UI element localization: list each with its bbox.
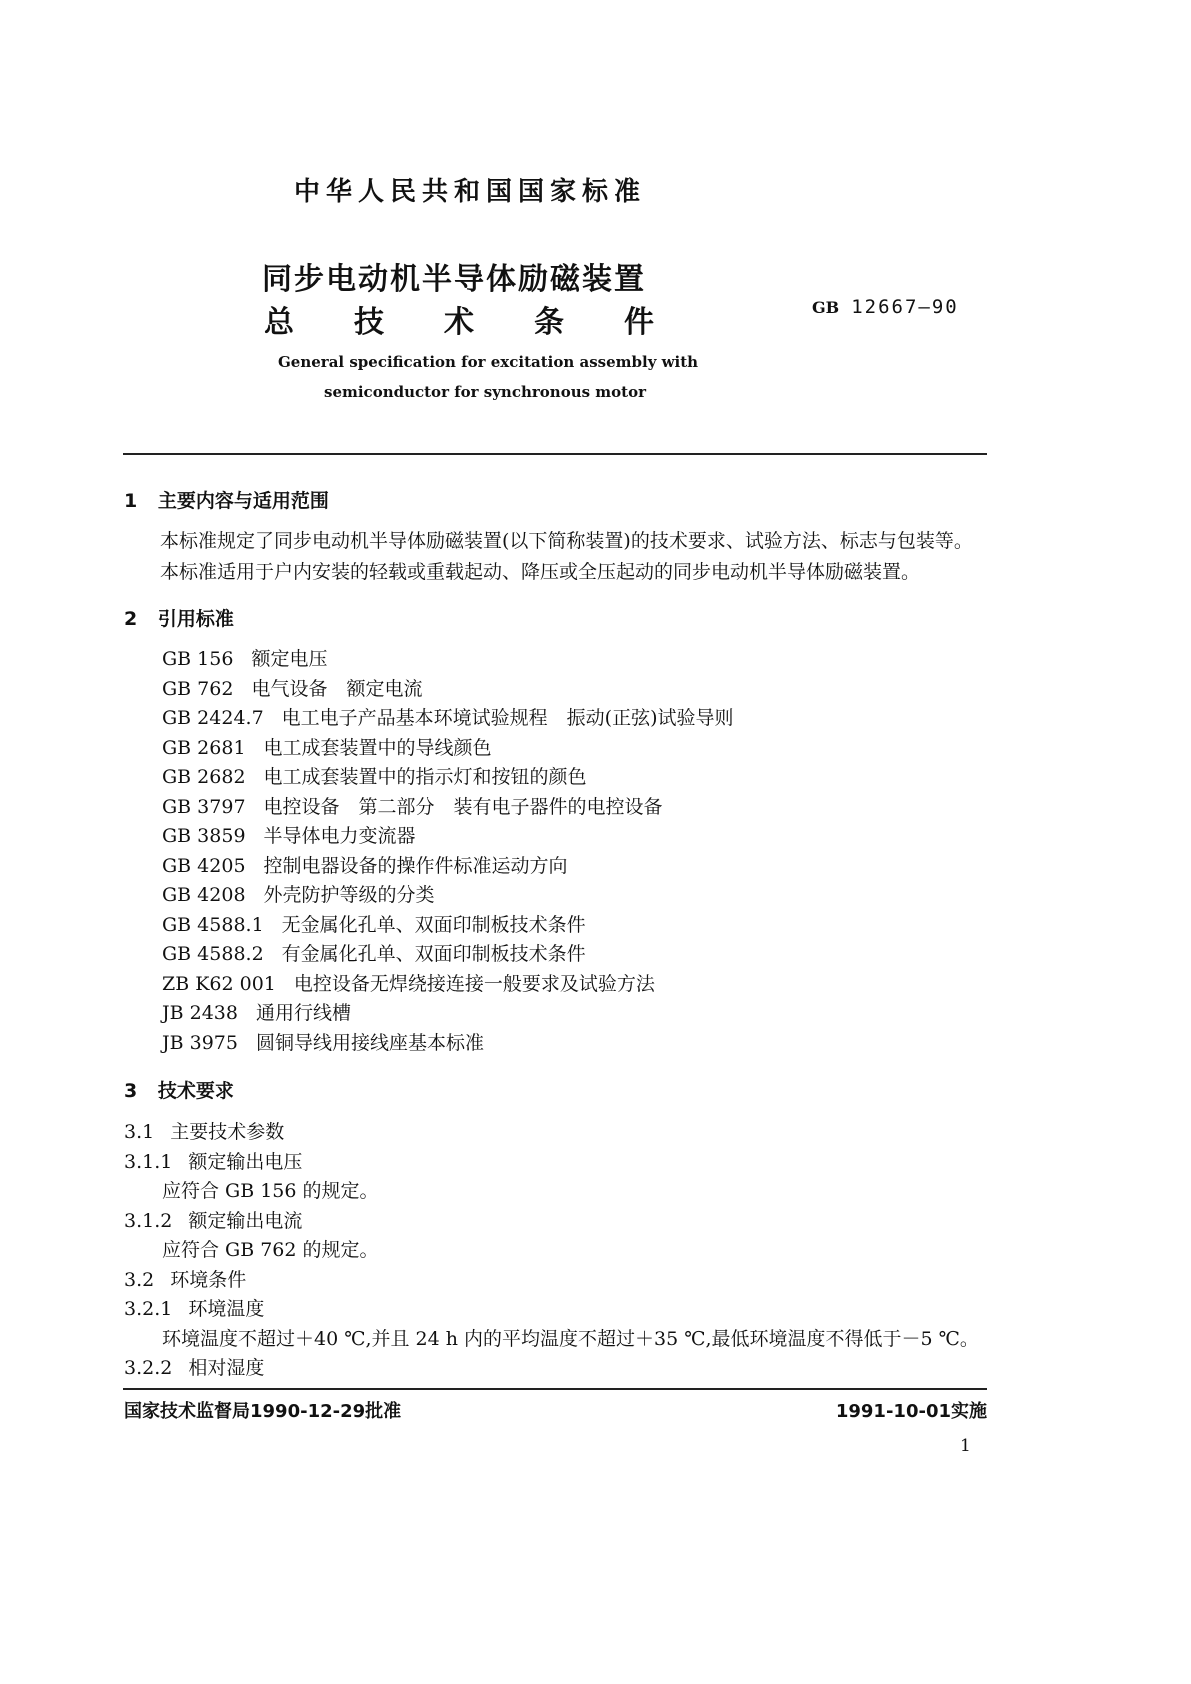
effective-date: 1991-10-01实施 (835, 1401, 987, 1422)
section-1-heading (124, 486, 329, 513)
english-title-line2: semiconductor for synchronous motor (324, 383, 646, 401)
reference-code: JB 2438 (162, 1002, 238, 1024)
title-char: 条 (534, 305, 564, 340)
section-title: 技术要求 (157, 1080, 234, 1102)
page-number: 1 (960, 1436, 971, 1456)
paragraph: 环境温度不超过＋40 ℃,并且 24 h 内的平均温度不超过＋35 ℃,最低环境温度不得低于－5 ℃。 (162, 1328, 979, 1350)
subsection-3-2-2 (124, 1356, 264, 1380)
reference-title: 控制电器设备的操作件标准运动方向 (263, 855, 568, 877)
reference-title: 无金属化孔单、双面印制板技术条件 (281, 914, 586, 936)
reference-code: GB 3797 (162, 796, 246, 818)
reference-item (162, 913, 586, 937)
reference-code: GB 762 (162, 678, 234, 700)
paragraph: 本标准适用于户内安装的轻载或重载起动、降压或全压起动的同步电动机半导体励磁装置。 (160, 561, 921, 583)
reference-item (162, 942, 586, 966)
reference-title: 电控设备无焊绕接连接一般要求及试验方法 (293, 973, 655, 995)
section-3-heading (124, 1076, 234, 1103)
subsection-3-1 (124, 1120, 284, 1144)
reference-title: 电工电子产品基本环境试验规程 振动(正弦)试验导则 (281, 707, 734, 729)
document-title-line1: 同步电动机半导体励磁装置 (262, 262, 646, 297)
standard-code: 12667—90 (851, 296, 959, 318)
paragraph: 本标准规定了同步电动机半导体励磁装置(以下简称装置)的技术要求、试验方法、标志与包装等。 (160, 530, 973, 552)
reference-title: 半导体电力变流器 (263, 825, 416, 847)
subsection-number: 3.2.1 (124, 1298, 173, 1320)
reference-title: 通用行线槽 (255, 1002, 351, 1024)
reference-title: 外壳防护等级的分类 (263, 884, 435, 906)
reference-item (162, 795, 663, 819)
subsection-3-2 (124, 1268, 246, 1292)
subsection-number: 3.1.1 (124, 1151, 173, 1173)
reference-code: GB 3859 (162, 825, 246, 847)
reference-code: GB 4205 (162, 855, 246, 877)
footer-divider (123, 1388, 987, 1390)
reference-code: GB 2681 (162, 737, 246, 759)
reference-title: 电控设备 第二部分 装有电子器件的电控设备 (263, 796, 663, 818)
reference-item (162, 824, 416, 848)
reference-code: JB 3975 (162, 1032, 238, 1054)
reference-title: 电工成套装置中的指示灯和按钮的颜色 (263, 766, 587, 788)
english-title-line1: General specification for excitation assembly with (278, 353, 699, 371)
title-char: 件 (624, 305, 654, 340)
title-char: 技 (354, 305, 384, 340)
reference-code: GB 4588.1 (162, 914, 264, 936)
subsection-title: 额定输出电压 (188, 1151, 303, 1173)
reference-item (162, 765, 587, 789)
reference-code: GB 4588.2 (162, 943, 264, 965)
reference-item (162, 972, 655, 996)
reference-item (162, 677, 422, 701)
reference-item (162, 706, 734, 730)
reference-item (162, 647, 327, 671)
reference-title: 电气设备 额定电流 (251, 678, 423, 700)
subsection-title: 环境条件 (170, 1269, 247, 1291)
standard-prefix: GB (812, 298, 840, 317)
reference-title: 电工成套装置中的导线颜色 (263, 737, 492, 759)
section-title: 引用标准 (157, 608, 234, 630)
header-divider (123, 453, 987, 455)
reference-code: GB 2682 (162, 766, 246, 788)
subsection-number: 3.1.2 (124, 1210, 173, 1232)
paragraph: 应符合 GB 762 的规定。 (162, 1239, 379, 1261)
reference-title: 有金属化孔单、双面印制板技术条件 (281, 943, 586, 965)
section-number: 3 (124, 1080, 138, 1102)
reference-code: ZB K62 001 (162, 973, 276, 995)
title-char: 术 (444, 305, 474, 340)
title-char: 总 (264, 305, 294, 340)
reference-item (162, 854, 568, 878)
reference-code: GB 2424.7 (162, 707, 264, 729)
country-standard-heading: 中华人民共和国国家标准 (294, 177, 647, 207)
subsection-3-1-2 (124, 1209, 302, 1233)
section-2-heading (124, 604, 234, 631)
reference-item (162, 736, 492, 760)
subsection-title: 主要技术参数 (170, 1121, 285, 1143)
reference-item (162, 1031, 484, 1055)
reference-title: 额定电压 (251, 648, 328, 670)
subsection-title: 环境温度 (188, 1298, 265, 1320)
paragraph: 应符合 GB 156 的规定。 (162, 1180, 379, 1202)
document-title-line2 (264, 297, 654, 341)
subsection-number: 3.2.2 (124, 1357, 173, 1379)
subsection-3-1-1 (124, 1150, 302, 1174)
reference-code: GB 156 (162, 648, 234, 670)
subsection-title: 相对湿度 (188, 1357, 265, 1379)
subsection-3-2-1 (124, 1297, 264, 1321)
section-title: 主要内容与适用范围 (157, 490, 329, 512)
section-number: 1 (124, 490, 138, 512)
approval-note: 国家技术监督局1990-12-29批准 (124, 1401, 402, 1422)
subsection-number: 3.2 (124, 1269, 155, 1291)
subsection-title: 额定输出电流 (188, 1210, 303, 1232)
section-number: 2 (124, 608, 138, 630)
standard-number (812, 296, 959, 318)
reference-item (162, 883, 435, 907)
reference-title: 圆铜导线用接线座基本标准 (255, 1032, 484, 1054)
subsection-number: 3.1 (124, 1121, 155, 1143)
reference-item (162, 1001, 351, 1025)
reference-code: GB 4208 (162, 884, 246, 906)
